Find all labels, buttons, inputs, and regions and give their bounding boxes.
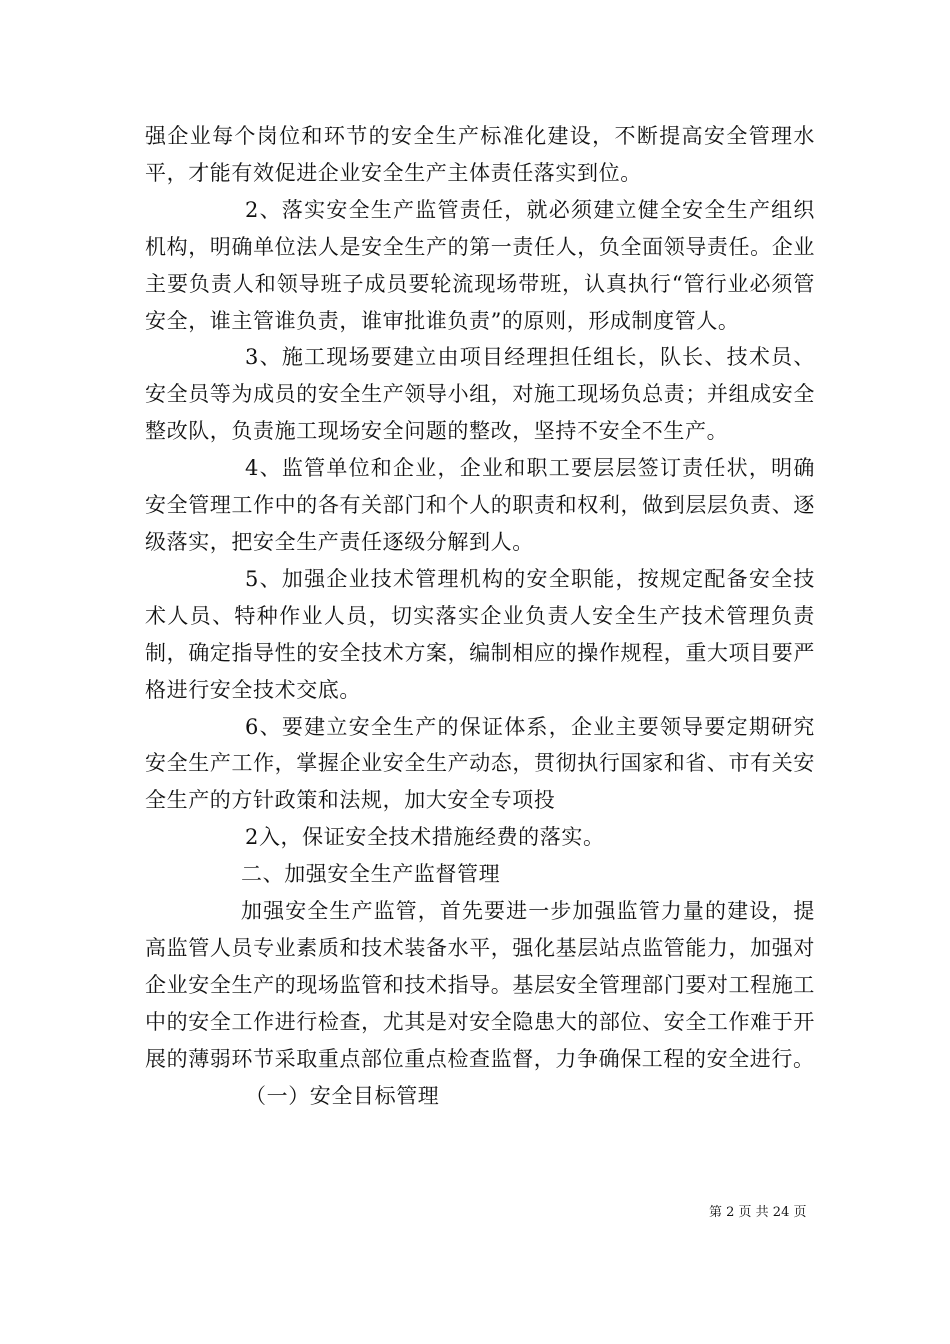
paragraph-item-3: 3、施工现场要建立由项目经理担任组长，队长、技术员、安全员等为成员的安全生产领导小组，对施工现场负总责；并组成安全整改队，负责施工现场安全问题的整改，坚持不安全不生产。 <box>145 345 815 444</box>
paragraph-item-5: 5、加强企业技术管理机构的安全职能，按规定配备安全技术人员、特种作业人员，切实落实企业负责人安全生产技术管理负责制，确定指导性的安全技术方案，编制相应的操作规程，重大项目要严格进行安全技术交底。 <box>145 566 815 702</box>
paragraph-item-4: 4、监管单位和企业，企业和职工要层层签订责任状，明确安全管理工作中的各有关部门和个人的职责和权利，做到层层负责、逐级落实，把安全生产责任逐级分解到人。 <box>145 456 815 554</box>
paragraph-continuation: 强企业每个岗位和环节的安全生产标准化建设，不断提高安全管理水平，才能有效促进企业安全生产主体责任落实到位。 <box>145 124 815 185</box>
section-heading: 二、加强安全生产监督管理 <box>241 862 501 887</box>
document-body <box>145 118 815 1114</box>
paragraph-item-6-continued: 2入，保证安全技术措施经费的落实。 <box>245 825 605 850</box>
subsection-heading: （一）安全目标管理 <box>245 1083 440 1108</box>
page-number-footer: 第 2 页 共 24 页 <box>709 1205 807 1220</box>
paragraph-section-intro: 加强安全生产监管，首先要进一步加强监管力量的建设，提高监管人员专业素质和技术装备水平，强化基层站点监管能力，加强对企业安全生产的现场监管和技术指导。基层安全管理部门要对工程施工中的安全工作进行检查，尤其是对安全隐患大的部位、安全工作难于开展的薄弱环节采取重点部位重点检查监督，力争确保工程的安全进行。 <box>145 899 815 1071</box>
paragraph-item-2: 2、落实安全生产监管责任，就必须建立健全安全生产组织机构，明确单位法人是安全生产的第一责任人，负全面领导责任。企业主要负责人和领导班子成员要轮流现场带班，认真执行“管行业必须管安全，谁主管谁负责，谁审批谁负责”的原则，形成制度管人。 <box>145 197 815 333</box>
paragraph-item-6: 6、要建立安全生产的保证体系，企业主要领导要定期研究安全生产工作，掌握企业安全生产动态，贯彻执行国家和省、市有关安全生产的方针政策和法规，加大安全专项投 <box>145 714 815 813</box>
